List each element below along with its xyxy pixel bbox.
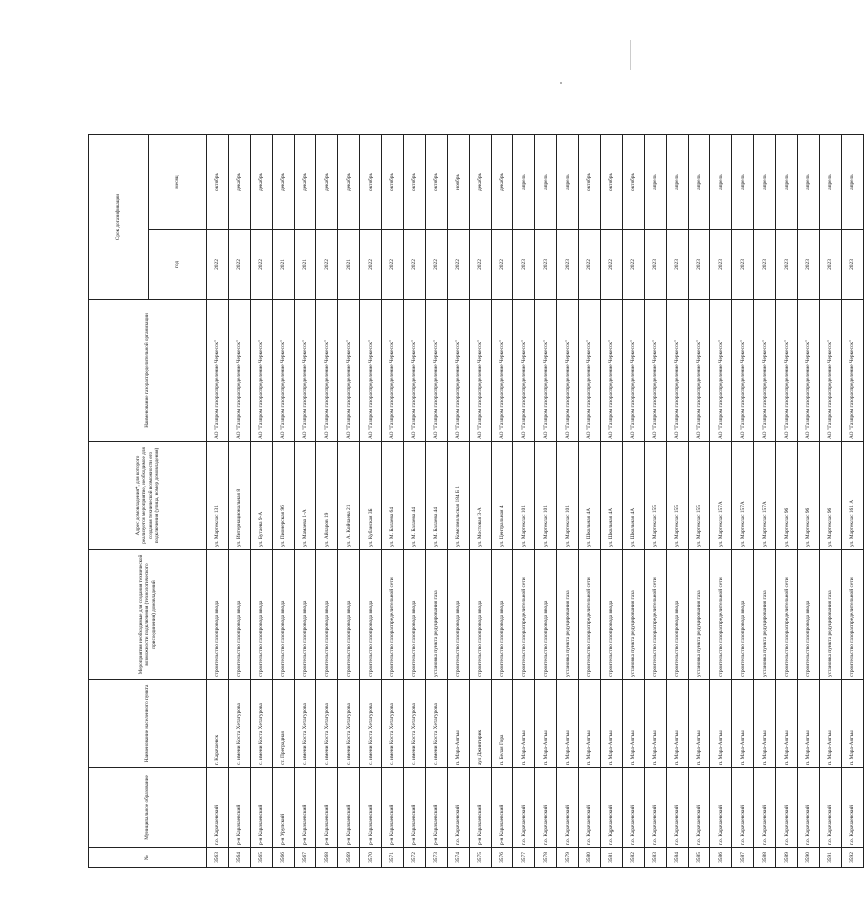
cell-number: 3582 [622, 848, 644, 868]
cell-address: ул. Мостовая 3-А [469, 442, 491, 550]
cell-measure: строительство газопровода ввода [228, 550, 250, 680]
cell-address: ул. Бутаева 9-А [250, 442, 272, 550]
cell-month: декабрь [316, 134, 338, 229]
cell-municipality: г.о. Карачаевский [798, 768, 820, 848]
cell-month: октябрь [601, 134, 623, 229]
cell-month: декабрь [272, 134, 294, 229]
header-locality: Наименование населенного пункта [89, 680, 207, 768]
cell-measure: строительство газораспределительной сети [776, 550, 798, 680]
cell-locality: п. Мара-Аягъы [579, 680, 601, 768]
cell-number: 3569 [338, 848, 360, 868]
cell-number: 3566 [272, 848, 294, 868]
table-row [798, 134, 820, 867]
cell-measure: установка пункта редуцирования газа [754, 550, 776, 680]
cell-organization: АО "Газпром газораспределение Черкесск" [841, 300, 863, 442]
header-number: № [89, 848, 207, 868]
cell-municipality: г.о. Карачаевский [644, 768, 666, 848]
cell-measure: установка пункта редуцирования газа [622, 550, 644, 680]
cell-measure: строительство газораспределительной сети [710, 550, 732, 680]
cell-locality: с. имени Коста Хетагурова [250, 680, 272, 768]
cell-municipality: р-н Карачаевский [382, 768, 404, 848]
cell-locality: с. имени Коста Хетагурова [360, 680, 382, 768]
cell-municipality: р-н Карачаевский [316, 768, 338, 848]
cell-address: ул. Школьная 4А [579, 442, 601, 550]
cell-municipality: г.о. Карачаевский [666, 768, 688, 848]
cell-year: 2023 [732, 230, 754, 300]
cell-organization: АО "Газпром газораспределение Черкесск" [688, 300, 710, 442]
cell-month: апрель [666, 134, 688, 229]
cell-number: 3565 [250, 848, 272, 868]
cell-year: 2022 [622, 230, 644, 300]
cell-municipality: р-н Урупский [272, 768, 294, 848]
cell-address: ул. Центральная 4 [491, 442, 513, 550]
table-row [644, 134, 666, 867]
table-row [272, 134, 294, 867]
header-year: год [149, 230, 207, 300]
cell-year: 2023 [798, 230, 820, 300]
cell-municipality: р-н Карачаевский [425, 768, 447, 848]
cell-year: 2023 [688, 230, 710, 300]
gasification-register-table [88, 134, 864, 868]
cell-month: октябрь [360, 134, 382, 229]
cell-month: апрель [535, 134, 557, 229]
cell-organization: АО "Газпром газораспределение Черкесск" [491, 300, 513, 442]
cell-organization: АО "Газпром газораспределение Черкесск" [294, 300, 316, 442]
header-municipality: Муниципальное образование [89, 768, 207, 848]
cell-measure: строительство газораспределительной сети [382, 550, 404, 680]
cell-municipality: г.о. Карачаевский [754, 768, 776, 848]
cell-measure: установка пункта редуцирования газа [688, 550, 710, 680]
cell-organization: АО "Газпром газораспределение Черкесск" [404, 300, 426, 442]
cell-municipality: г.о. Карачаевский [207, 768, 229, 848]
cell-number: 3588 [754, 848, 776, 868]
cell-locality: с. имени Коста Хетагурова [294, 680, 316, 768]
table-row [688, 134, 710, 867]
cell-number: 3564 [228, 848, 250, 868]
table-row [425, 134, 447, 867]
cell-month: декабрь [338, 134, 360, 229]
cell-organization: АО "Газпром газораспределение Черкесск" [732, 300, 754, 442]
scan-artifact [630, 40, 631, 70]
table-row [557, 134, 579, 867]
cell-locality: п. Мара-Аягъы [447, 680, 469, 768]
cell-address: ул. Мартеклас 161 А [841, 442, 863, 550]
cell-number: 3579 [557, 848, 579, 868]
cell-municipality: р-н Карачаевский [469, 768, 491, 848]
cell-address: ул. Школьная 4А [601, 442, 623, 550]
table-row [316, 134, 338, 867]
cell-locality: ст. Преградная [272, 680, 294, 768]
cell-year: 2023 [535, 230, 557, 300]
cell-year: 2021 [294, 230, 316, 300]
header-measure: Мероприятия необходимые для создания технической возможности подключения (технологического присоединения) домовладений [89, 550, 207, 680]
cell-month: апрель [513, 134, 535, 229]
cell-number: 3574 [447, 848, 469, 868]
cell-address: ул. Мартеклас 96 [819, 442, 841, 550]
cell-address: ул. Мартеклас 131 [207, 442, 229, 550]
cell-month: декабрь [469, 134, 491, 229]
cell-municipality: г.о. Карачаевский [557, 768, 579, 848]
cell-municipality: р-н Карачаевский [294, 768, 316, 848]
cell-number: 3568 [316, 848, 338, 868]
cell-locality: с. имени Коста Хетагурова [316, 680, 338, 768]
cell-measure: строительство газопровода ввода [469, 550, 491, 680]
header-term: Срок догазификации [89, 134, 149, 299]
cell-month: апрель [732, 134, 754, 229]
cell-organization: АО "Газпром газораспределение Черкесск" [666, 300, 688, 442]
cell-month: апрель [841, 134, 863, 229]
cell-address: ул. А. Койчаева 21 [338, 442, 360, 550]
cell-municipality: г.о. Карачаевский [776, 768, 798, 848]
cell-address: ул. Мартеклас 96 [798, 442, 820, 550]
cell-number: 3586 [710, 848, 732, 868]
cell-locality: с. имени Коста Хетагурова [404, 680, 426, 768]
cell-measure: строительство газопровода ввода [601, 550, 623, 680]
cell-month: октябрь [382, 134, 404, 229]
cell-month: ноябрь [447, 134, 469, 229]
cell-organization: АО "Газпром газораспределение Черкесск" [535, 300, 557, 442]
cell-organization: АО "Газпром газораспределение Черкесск" [338, 300, 360, 442]
cell-measure: строительство газопровода ввода [447, 550, 469, 680]
table-body [207, 134, 864, 867]
cell-address: ул. М. Балаева 64 [382, 442, 404, 550]
cell-number: 3576 [491, 848, 513, 868]
cell-address: ул. Мартеклас 96 [776, 442, 798, 550]
cell-locality: п. Мара-Аягъы [841, 680, 863, 768]
cell-measure: установка пункта редуцирования газа [819, 550, 841, 680]
table-row [469, 134, 491, 867]
table-row [404, 134, 426, 867]
cell-locality: г. Карачаевск [207, 680, 229, 768]
table-row [579, 134, 601, 867]
cell-municipality: г.о. Карачаевский [601, 768, 623, 848]
cell-municipality: г.о. Карачаевский [688, 768, 710, 848]
table-header [89, 134, 207, 867]
cell-year: 2022 [382, 230, 404, 300]
table-row [228, 134, 250, 867]
cell-year: 2021 [338, 230, 360, 300]
cell-address: ул. М. Балаева 44 [425, 442, 447, 550]
cell-measure: строительство газораспределительной сети [513, 550, 535, 680]
cell-year: 2023 [557, 230, 579, 300]
cell-organization: АО "Газпром газораспределение Черкесск" [425, 300, 447, 442]
table-row [710, 134, 732, 867]
cell-municipality: г.о. Карачаевский [622, 768, 644, 848]
cell-year: 2023 [819, 230, 841, 300]
cell-address: ул. Айларов 19 [316, 442, 338, 550]
cell-number: 3591 [819, 848, 841, 868]
cell-number: 3567 [294, 848, 316, 868]
table-row [382, 134, 404, 867]
cell-organization: АО "Газпром газораспределение Черкесск" [798, 300, 820, 442]
cell-locality: п. Мара-Аягъы [754, 680, 776, 768]
cell-year: 2022 [469, 230, 491, 300]
cell-locality: п. Мара-Аягъы [557, 680, 579, 768]
cell-locality: п. Мара-Аягъы [688, 680, 710, 768]
cell-address: ул. Мартеклас 155 [644, 442, 666, 550]
cell-municipality: р-н Карачаевский [338, 768, 360, 848]
cell-month: декабрь [294, 134, 316, 229]
cell-number: 3581 [601, 848, 623, 868]
cell-month: апрель [754, 134, 776, 229]
cell-measure: строительство газопровода ввода [207, 550, 229, 680]
table-row [491, 134, 513, 867]
cell-year: 2023 [754, 230, 776, 300]
cell-municipality: г.о. Карачаевский [513, 768, 535, 848]
cell-number: 3577 [513, 848, 535, 868]
cell-municipality: г.о. Карачаевский [535, 768, 557, 848]
cell-municipality: р-н Карачаевский [360, 768, 382, 848]
cell-address: ул. Мартеклас 155 [688, 442, 710, 550]
cell-address: ул. М. Балаева 44 [404, 442, 426, 550]
cell-municipality: р-н Карачаевский [250, 768, 272, 848]
cell-locality: п. Мара-Аягъы [601, 680, 623, 768]
cell-number: 3590 [798, 848, 820, 868]
cell-municipality: г.о. Карачаевский [819, 768, 841, 848]
cell-address: ул. Мамаева 1-А [294, 442, 316, 550]
cell-organization: АО "Газпром газораспределение Черкесск" [710, 300, 732, 442]
cell-year: 2023 [841, 230, 863, 300]
cell-organization: АО "Газпром газораспределение Черкесск" [272, 300, 294, 442]
cell-address: ул. Кубанская 3Б [360, 442, 382, 550]
cell-measure: строительство газопровода ввода [316, 550, 338, 680]
cell-locality: п. Мара-Аягъы [776, 680, 798, 768]
cell-municipality: г.о. Карачаевский [841, 768, 863, 848]
cell-year: 2023 [710, 230, 732, 300]
cell-measure: строительство газопровода ввода [338, 550, 360, 680]
cell-locality: п. Мара-Аягъы [819, 680, 841, 768]
cell-organization: АО "Газпром газораспределение Черкесск" [579, 300, 601, 442]
cell-year: 2022 [250, 230, 272, 300]
table-row [447, 134, 469, 867]
cell-month: апрель [776, 134, 798, 229]
cell-year: 2023 [666, 230, 688, 300]
cell-organization: АО "Газпром газораспределение Черкесск" [316, 300, 338, 442]
cell-measure: строительство газопровода ввода [272, 550, 294, 680]
table-row [250, 134, 272, 867]
cell-measure: строительство газопровода ввода [360, 550, 382, 680]
cell-address: ул. Мартеклас 157А [710, 442, 732, 550]
cell-municipality: р-н Карачаевский [404, 768, 426, 848]
cell-locality: п. Мара-Аягъы [710, 680, 732, 768]
cell-number: 3578 [535, 848, 557, 868]
table-row [776, 134, 798, 867]
cell-number: 3563 [207, 848, 229, 868]
cell-measure: установка пункта редуцирования газа [425, 550, 447, 680]
cell-organization: АО "Газпром газораспределение Черкесск" [447, 300, 469, 442]
cell-year: 2022 [404, 230, 426, 300]
cell-year: 2022 [601, 230, 623, 300]
table-row [535, 134, 557, 867]
cell-locality: п. Мара-Аягъы [644, 680, 666, 768]
cell-municipality: г.о. Карачаевский [710, 768, 732, 848]
cell-measure: строительство газораспределительной сети [579, 550, 601, 680]
cell-organization: АО "Газпром газораспределение Черкесск" [644, 300, 666, 442]
cell-month: апрель [644, 134, 666, 229]
cell-organization: АО "Газпром газораспределение Черкесск" [601, 300, 623, 442]
cell-number: 3583 [644, 848, 666, 868]
cell-year: 2023 [513, 230, 535, 300]
cell-locality: п. Мара-Аягъы [513, 680, 535, 768]
cell-month: октябрь [579, 134, 601, 229]
cell-address: ул. Школьная 4А [622, 442, 644, 550]
table-row [819, 134, 841, 867]
cell-organization: АО "Газпром газораспределение Черкесск" [360, 300, 382, 442]
cell-year: 2022 [228, 230, 250, 300]
cell-locality: п. Белая Гора [491, 680, 513, 768]
cell-address: ул. Мартеклас 155 [666, 442, 688, 550]
cell-measure: строительство газопровода ввода [535, 550, 557, 680]
cell-measure: строительство газораспределительной сети [644, 550, 666, 680]
cell-locality: аул Джингирик [469, 680, 491, 768]
cell-month: октябрь [425, 134, 447, 229]
cell-organization: АО "Газпром газораспределение Черкесск" [382, 300, 404, 442]
cell-month: декабрь [228, 134, 250, 229]
scan-speck [560, 82, 562, 84]
cell-measure: строительство газопровода ввода [491, 550, 513, 680]
cell-number: 3575 [469, 848, 491, 868]
cell-year: 2023 [776, 230, 798, 300]
cell-year: 2022 [207, 230, 229, 300]
cell-locality: с. имени Коста Хетагурова [425, 680, 447, 768]
cell-number: 3589 [776, 848, 798, 868]
cell-number: 3587 [732, 848, 754, 868]
cell-measure: строительство газопровода ввода [798, 550, 820, 680]
cell-month: декабрь [491, 134, 513, 229]
cell-year: 2022 [447, 230, 469, 300]
cell-year: 2023 [644, 230, 666, 300]
cell-locality: с. имени Коста Хетагурова [228, 680, 250, 768]
header-month: месяц [149, 134, 207, 229]
table-row [513, 134, 535, 867]
cell-year: 2022 [316, 230, 338, 300]
cell-month: апрель [819, 134, 841, 229]
cell-measure: строительство газопровода ввода [404, 550, 426, 680]
cell-locality: с. имени Коста Хетагурова [338, 680, 360, 768]
table-row [841, 134, 863, 867]
cell-number: 3570 [360, 848, 382, 868]
table-row [754, 134, 776, 867]
cell-locality: п. Мара-Аягъы [798, 680, 820, 768]
cell-number: 3584 [666, 848, 688, 868]
cell-municipality: г.о. Карачаевский [447, 768, 469, 848]
table-row [622, 134, 644, 867]
cell-address: ул. Пионерская 96 [272, 442, 294, 550]
cell-month: октябрь [404, 134, 426, 229]
cell-year: 2022 [491, 230, 513, 300]
cell-organization: АО "Газпром газораспределение Черкесск" [819, 300, 841, 442]
cell-month: апрель [557, 134, 579, 229]
cell-municipality: г.о. Карачаевский [732, 768, 754, 848]
cell-organization: АО "Газпром газораспределение Черкесск" [207, 300, 229, 442]
table-row [601, 134, 623, 867]
cell-address: ул. Мартеклас 101 [557, 442, 579, 550]
cell-locality: п. Мара-Аягъы [666, 680, 688, 768]
header-organization: Наименование газораспределительной организации [89, 300, 207, 442]
cell-measure: строительство газораспределительной сети [841, 550, 863, 680]
cell-locality: с. имени Коста Хетагурова [382, 680, 404, 768]
cell-address: ул. Мартеклас 157А [732, 442, 754, 550]
table-row [294, 134, 316, 867]
cell-measure: строительство газопровода ввода [294, 550, 316, 680]
cell-year: 2022 [425, 230, 447, 300]
cell-organization: АО "Газпром газораспределение Черкесск" [754, 300, 776, 442]
cell-number: 3585 [688, 848, 710, 868]
cell-number: 3571 [382, 848, 404, 868]
cell-month: октябрь [207, 134, 229, 229]
table-row [338, 134, 360, 867]
cell-organization: АО "Газпром газораспределение Черкесск" [557, 300, 579, 442]
cell-organization: АО "Газпром газораспределение Черкесск" [469, 300, 491, 442]
cell-municipality: р-н Карачаевский [228, 768, 250, 848]
cell-year: 2021 [272, 230, 294, 300]
cell-organization: АО "Газпром газораспределение Черкесск" [513, 300, 535, 442]
cell-address: ул. Комсомольская 184 Б 1 [447, 442, 469, 550]
cell-month: апрель [798, 134, 820, 229]
cell-measure: строительство газопровода ввода [250, 550, 272, 680]
table-row [207, 134, 229, 867]
cell-month: апрель [710, 134, 732, 229]
cell-measure: строительство газопровода ввода [732, 550, 754, 680]
cell-municipality: р-н Карачаевский [491, 768, 513, 848]
cell-organization: АО "Газпром газораспределение Черкесск" [622, 300, 644, 442]
cell-number: 3573 [425, 848, 447, 868]
cell-address: ул. Мартеклас 157А [754, 442, 776, 550]
table-row [666, 134, 688, 867]
table-row [360, 134, 382, 867]
cell-number: 3580 [579, 848, 601, 868]
rotated-table-wrapper [88, 135, 856, 868]
cell-organization: АО "Газпром газораспределение Черкесск" [228, 300, 250, 442]
table-row [732, 134, 754, 867]
cell-year: 2022 [579, 230, 601, 300]
cell-locality: п. Мара-Аягъы [732, 680, 754, 768]
cell-number: 3572 [404, 848, 426, 868]
cell-address: ул. Мартеклас 101 [513, 442, 535, 550]
cell-measure: установка пункта редуцирования газа [557, 550, 579, 680]
cell-measure: строительство газопровода ввода [666, 550, 688, 680]
cell-municipality: г.о. Карачаевский [579, 768, 601, 848]
cell-month: декабрь [250, 134, 272, 229]
cell-address: ул. Интернациональная 8 [228, 442, 250, 550]
header-address: Адрес домовладения*, для которого реализуется мероприятие, необходимое для создания технической возможности его подключения (улица, номер домовладения) [89, 442, 207, 550]
cell-organization: АО "Газпром газораспределение Черкесск" [250, 300, 272, 442]
cell-number: 3592 [841, 848, 863, 868]
cell-month: апрель [688, 134, 710, 229]
cell-address: ул. Мартеклас 101 [535, 442, 557, 550]
cell-locality: п. Мара-Аягъы [535, 680, 557, 768]
cell-month: октябрь [622, 134, 644, 229]
cell-locality: п. Мара-Аягъы [622, 680, 644, 768]
cell-year: 2022 [360, 230, 382, 300]
cell-organization: АО "Газпром газораспределение Черкесск" [776, 300, 798, 442]
